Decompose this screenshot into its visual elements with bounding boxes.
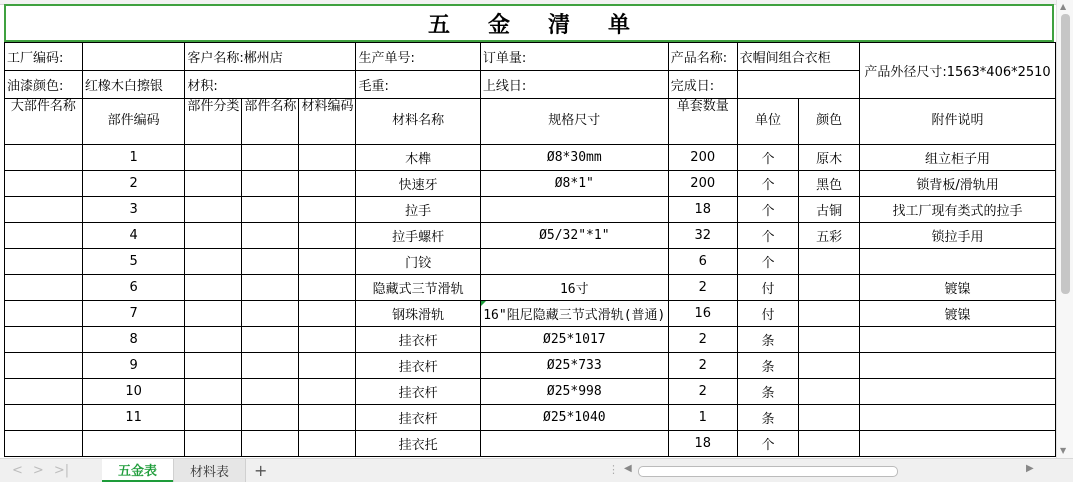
cell-qty[interactable]: 2 — [668, 379, 737, 405]
cell-qty[interactable]: 18 — [668, 431, 737, 457]
cell-part-category[interactable] — [185, 405, 242, 431]
vertical-scroll-thumb[interactable] — [1061, 14, 1070, 294]
cell-big-part[interactable] — [5, 197, 83, 223]
sheet-tab-bar — [0, 458, 1073, 482]
cell-material-code[interactable] — [299, 327, 356, 353]
cell-color[interactable] — [799, 379, 860, 405]
table-row — [5, 327, 1056, 353]
cell-part-name[interactable] — [242, 275, 299, 301]
tab-materials[interactable]: 材料表 — [173, 459, 246, 482]
cell-qty[interactable]: 2 — [668, 275, 737, 301]
cell-part-code[interactable]: 5 — [82, 249, 185, 275]
cell-unit[interactable]: 个 — [737, 171, 799, 197]
table-row — [5, 301, 1056, 327]
order-qty-cell[interactable]: 订单量: — [480, 43, 668, 71]
cell-unit[interactable]: 个 — [737, 145, 799, 171]
cell-note[interactable]: 锁背板/滑轨用 — [860, 171, 1056, 197]
cell-part-name[interactable] — [242, 197, 299, 223]
col-header-material-name[interactable]: 材料名称 — [356, 99, 480, 145]
product-name-value[interactable]: 衣帽间组合衣柜 — [737, 43, 859, 71]
cell-part-code[interactable]: 2 — [82, 171, 185, 197]
cell-material-name[interactable]: 门铰 — [356, 249, 480, 275]
next-sheet-icon[interactable]: > — [32, 463, 44, 478]
cell-color[interactable] — [799, 327, 860, 353]
cell-qty[interactable]: 1 — [668, 405, 737, 431]
cell-part-name[interactable] — [242, 145, 299, 171]
cell-big-part[interactable] — [5, 379, 83, 405]
cell-material-name[interactable]: 拉手螺杆 — [356, 223, 480, 249]
scroll-right-icon[interactable]: ▶ — [1026, 463, 1034, 474]
cell-part-code[interactable] — [82, 431, 185, 457]
gross-weight-cell[interactable]: 毛重: — [356, 71, 480, 99]
col-header-part-code[interactable]: 部件编码 — [82, 99, 185, 145]
cell-part-category[interactable] — [185, 197, 242, 223]
col-header-note[interactable]: 附件说明 — [860, 99, 1056, 145]
cell-unit[interactable]: 条 — [737, 405, 799, 431]
cell-qty[interactable]: 16 — [668, 301, 737, 327]
cell-material-name[interactable]: 拉手 — [356, 197, 480, 223]
line-date-cell[interactable]: 上线日: — [480, 71, 668, 99]
cell-material-code[interactable] — [299, 145, 356, 171]
cell-part-category[interactable] — [185, 327, 242, 353]
cell-color[interactable] — [799, 301, 860, 327]
col-header-qty[interactable]: 单套数量 — [668, 99, 737, 145]
product-name-label[interactable]: 产品名称: — [668, 43, 737, 71]
cell-qty[interactable]: 2 — [668, 327, 737, 353]
finish-date-label[interactable]: 完成日: — [668, 71, 737, 99]
cell-part-category[interactable] — [185, 301, 242, 327]
cell-qty[interactable]: 2 — [668, 353, 737, 379]
cell-part-category[interactable] — [185, 171, 242, 197]
cell-note[interactable] — [860, 353, 1056, 379]
col-header-spec[interactable]: 规格尺寸 — [480, 99, 668, 145]
cell-part-code[interactable]: 4 — [82, 223, 185, 249]
col-header-part-category[interactable]: 部件分类 — [185, 99, 242, 145]
cell-spec[interactable] — [480, 431, 668, 457]
cell-unit[interactable]: 个 — [737, 197, 799, 223]
table-row — [5, 171, 1056, 197]
cell-note[interactable]: 找工厂现有类式的拉手 — [860, 197, 1056, 223]
splitter-grip-icon[interactable]: ⋮ — [608, 463, 618, 476]
cell-big-part[interactable] — [5, 249, 83, 275]
cell-material-code[interactable] — [299, 197, 356, 223]
tab-nav-arrows — [0, 463, 102, 478]
cell-unit[interactable]: 条 — [737, 379, 799, 405]
cell-unit[interactable]: 个 — [737, 431, 799, 457]
cell-material-name[interactable]: 挂衣杆 — [356, 379, 480, 405]
table-row — [5, 275, 1056, 301]
cell-big-part[interactable] — [5, 223, 83, 249]
sheet-title: 五金清单 — [427, 12, 668, 38]
cell-color[interactable]: 黑色 — [799, 171, 860, 197]
table-row — [5, 353, 1056, 379]
cell-color[interactable]: 古铜 — [799, 197, 860, 223]
tab-hardware[interactable]: 五金表 — [102, 459, 173, 482]
cell-material-code[interactable] — [299, 223, 356, 249]
cell-material-name[interactable]: 木榫 — [356, 145, 480, 171]
cell-material-code[interactable] — [299, 249, 356, 275]
prev-sheet-icon[interactable]: < — [12, 463, 23, 478]
horizontal-scroll-thumb[interactable] — [638, 466, 898, 477]
cell-spec[interactable]: Ø8*1" — [480, 171, 668, 197]
cell-unit[interactable]: 个 — [737, 249, 799, 275]
cell-material-name[interactable]: 快速牙 — [356, 171, 480, 197]
cell-big-part[interactable] — [5, 431, 83, 457]
cell-material-code[interactable] — [299, 171, 356, 197]
cell-material-name[interactable]: 挂衣杆 — [356, 405, 480, 431]
customer-name-cell[interactable]: 客户名称:郴州店 — [185, 43, 356, 71]
table-row — [5, 145, 1056, 171]
cell-part-category[interactable] — [185, 353, 242, 379]
cell-spec[interactable] — [480, 197, 668, 223]
volume-cell[interactable]: 材积: — [185, 71, 356, 99]
cell-big-part[interactable] — [5, 145, 83, 171]
table-row — [5, 431, 1056, 457]
cell-part-category[interactable] — [185, 249, 242, 275]
cell-part-name[interactable] — [242, 223, 299, 249]
col-header-material-code[interactable]: 材料编码 — [299, 99, 356, 145]
info-row-1 — [5, 43, 1056, 71]
cell-material-code[interactable] — [299, 405, 356, 431]
last-sheet-icon[interactable]: >| — [53, 463, 70, 478]
cell-note[interactable]: 镀镍 — [860, 275, 1056, 301]
cell-material-code[interactable] — [299, 431, 356, 457]
cell-color[interactable]: 原木 — [799, 145, 860, 171]
cell-unit[interactable]: 付 — [737, 275, 799, 301]
paint-color-label[interactable]: 油漆颜色: — [5, 71, 83, 99]
table-row — [5, 249, 1056, 275]
cell-big-part[interactable] — [5, 301, 83, 327]
hardware-table — [4, 42, 1056, 457]
cell-color[interactable] — [799, 353, 860, 379]
cell-unit[interactable]: 条 — [737, 353, 799, 379]
cell-spec[interactable]: Ø5/32"*1" — [480, 223, 668, 249]
cell-part-code[interactable]: 1 — [82, 145, 185, 171]
cell-spec[interactable]: 16寸 — [480, 275, 668, 301]
production-no-cell[interactable]: 生产单号: — [356, 43, 480, 71]
cell-part-name[interactable] — [242, 301, 299, 327]
column-header-row — [5, 99, 1056, 145]
cell-qty[interactable]: 18 — [668, 197, 737, 223]
table-row — [5, 405, 1056, 431]
col-header-unit[interactable]: 单位 — [737, 99, 799, 145]
cell-note[interactable] — [860, 431, 1056, 457]
cell-part-name[interactable] — [242, 327, 299, 353]
cell-note[interactable]: 镀镍 — [860, 301, 1056, 327]
add-sheet-icon[interactable]: + — [254, 461, 268, 480]
cell-part-category[interactable] — [185, 275, 242, 301]
cell-big-part[interactable] — [5, 353, 83, 379]
scroll-up-icon[interactable]: ▲ — [1060, 2, 1067, 11]
cell-unit[interactable]: 条 — [737, 327, 799, 353]
cell-part-code[interactable]: 10 — [82, 379, 185, 405]
cell-material-code[interactable] — [299, 379, 356, 405]
cell-qty[interactable]: 200 — [668, 145, 737, 171]
cell-unit[interactable]: 付 — [737, 301, 799, 327]
cell-part-code[interactable]: 3 — [82, 197, 185, 223]
cell-color[interactable] — [799, 275, 860, 301]
cell-part-name[interactable] — [242, 379, 299, 405]
cell-spec[interactable]: Ø8*30mm — [480, 145, 668, 171]
cell-note[interactable]: 组立柜子用 — [860, 145, 1056, 171]
cell-unit[interactable]: 个 — [737, 223, 799, 249]
cell-part-name[interactable] — [242, 353, 299, 379]
paint-color-value[interactable]: 红橡木白擦银 — [82, 71, 185, 99]
cell-part-category[interactable] — [185, 379, 242, 405]
cell-part-category[interactable] — [185, 223, 242, 249]
cell-part-name[interactable] — [242, 431, 299, 457]
cell-material-name[interactable]: 挂衣托 — [356, 431, 480, 457]
cell-part-code[interactable]: 11 — [82, 405, 185, 431]
cell-spec[interactable]: Ø25*1040 — [480, 405, 668, 431]
cell-note[interactable]: 锁拉手用 — [860, 223, 1056, 249]
cell-color[interactable] — [799, 249, 860, 275]
cell-spec[interactable]: Ø25*733 — [480, 353, 668, 379]
cell-qty[interactable]: 32 — [668, 223, 737, 249]
cell-color[interactable] — [799, 431, 860, 457]
cell-note[interactable] — [860, 379, 1056, 405]
cell-qty[interactable]: 6 — [668, 249, 737, 275]
cell-part-code[interactable]: 7 — [82, 301, 185, 327]
scroll-left-icon[interactable]: ◀ — [624, 463, 632, 474]
cell-material-code[interactable] — [299, 301, 356, 327]
cell-big-part[interactable] — [5, 327, 83, 353]
factory-code-value[interactable] — [82, 43, 185, 71]
vertical-scrollbar[interactable] — [1056, 0, 1073, 458]
cell-part-code[interactable]: 8 — [82, 327, 185, 353]
cell-color[interactable]: 五彩 — [799, 223, 860, 249]
table-row — [5, 197, 1056, 223]
cell-big-part[interactable] — [5, 171, 83, 197]
cell-qty[interactable]: 200 — [668, 171, 737, 197]
col-header-part-name[interactable]: 部件名称 — [242, 99, 299, 145]
col-header-big-part[interactable]: 大部件名称 — [5, 99, 83, 145]
factory-code-label[interactable]: 工厂编码: — [5, 43, 83, 71]
cell-part-category[interactable] — [185, 431, 242, 457]
cell-big-part[interactable] — [5, 275, 83, 301]
cell-part-name[interactable] — [242, 249, 299, 275]
cell-material-name[interactable]: 隐藏式三节滑轨 — [356, 275, 480, 301]
cell-material-name[interactable]: 挂衣杆 — [356, 327, 480, 353]
finish-date-value[interactable] — [737, 71, 859, 99]
table-row — [5, 223, 1056, 249]
data-rows — [5, 145, 1056, 457]
col-header-color[interactable]: 颜色 — [799, 99, 860, 145]
table-row — [5, 379, 1056, 405]
cell-big-part[interactable] — [5, 405, 83, 431]
cell-part-code[interactable]: 9 — [82, 353, 185, 379]
horizontal-scrollbar[interactable] — [620, 463, 1040, 478]
cell-note[interactable] — [860, 405, 1056, 431]
cell-spec[interactable]: 16"阻尼隐藏三节式滑轨(普通) — [480, 301, 668, 327]
cell-note[interactable] — [860, 249, 1056, 275]
cell-spec[interactable]: Ø25*1017 — [480, 327, 668, 353]
cell-material-name[interactable]: 钢珠滑轨 — [356, 301, 480, 327]
cell-spec[interactable]: Ø25*998 — [480, 379, 668, 405]
cell-material-name[interactable]: 挂衣杆 — [356, 353, 480, 379]
scroll-down-icon[interactable]: ▼ — [1060, 446, 1067, 455]
cell-color[interactable] — [799, 405, 860, 431]
cell-part-code[interactable]: 6 — [82, 275, 185, 301]
product-dims-cell[interactable]: 产品外径尺寸:1563*406*2510 — [860, 43, 1056, 99]
sheet-title-cell[interactable] — [4, 4, 1054, 42]
cell-note[interactable] — [860, 327, 1056, 353]
cell-part-name[interactable] — [242, 405, 299, 431]
cell-spec[interactable] — [480, 249, 668, 275]
cell-material-code[interactable] — [299, 353, 356, 379]
cell-material-code[interactable] — [299, 275, 356, 301]
cell-part-category[interactable] — [185, 145, 242, 171]
cell-part-name[interactable] — [242, 171, 299, 197]
